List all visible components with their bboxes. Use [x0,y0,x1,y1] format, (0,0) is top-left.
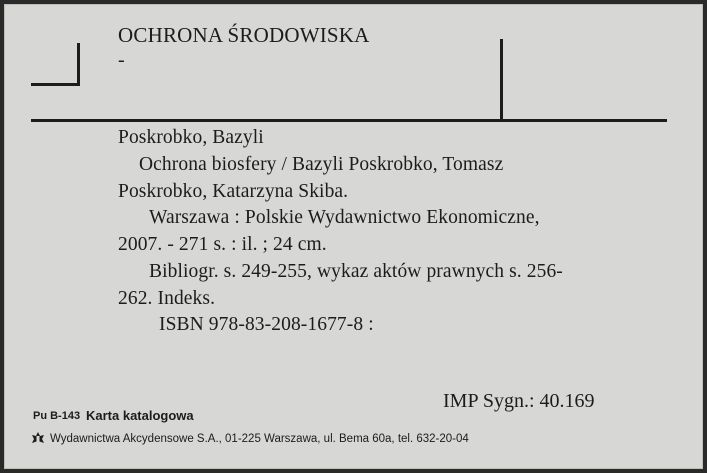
subject-subdivision-dash: - [118,49,125,71]
corner-mark-horizontal [31,83,80,86]
notes-line: Bibliogr. s. 249-255, wykaz aktów prawnych s. 256- [149,261,563,282]
subject-heading: OCHRONA ŚRODOWISKA [118,23,370,47]
author-line: Poskrobko, Bazyli [118,127,264,148]
publisher-info: Wydawnictwa Akcydensowe S.A., 01-225 Warszawa, ul. Bema 60a, tel. 632-20-04 [50,433,469,445]
physical-description-line: 2007. - 271 s. : il. ; 24 cm. [118,234,327,255]
form-code: Pu B-143 [33,410,81,422]
header-horizontal-rule [31,119,667,122]
isbn-line: ISBN 978-83-208-1677-8 : [159,314,374,335]
corner-mark-vertical [77,43,80,86]
form-title: Karta katalogowa [86,408,194,423]
imprint-line: Warszawa : Polskie Wydawnictwo Ekonomiczne, [149,207,540,228]
title-line-continued: Poskrobko, Katarzyna Skiba. [118,181,349,202]
header-vertical-rule [500,39,503,122]
notes-line-continued: 262. Indeks. [118,288,216,309]
catalog-card [4,4,703,469]
title-line: Ochrona biosfery / Bazyli Poskrobko, Tomasz [139,154,504,175]
publisher-logo-icon [31,431,45,445]
call-number: IMP Sygn.: 40.169 [443,390,595,412]
